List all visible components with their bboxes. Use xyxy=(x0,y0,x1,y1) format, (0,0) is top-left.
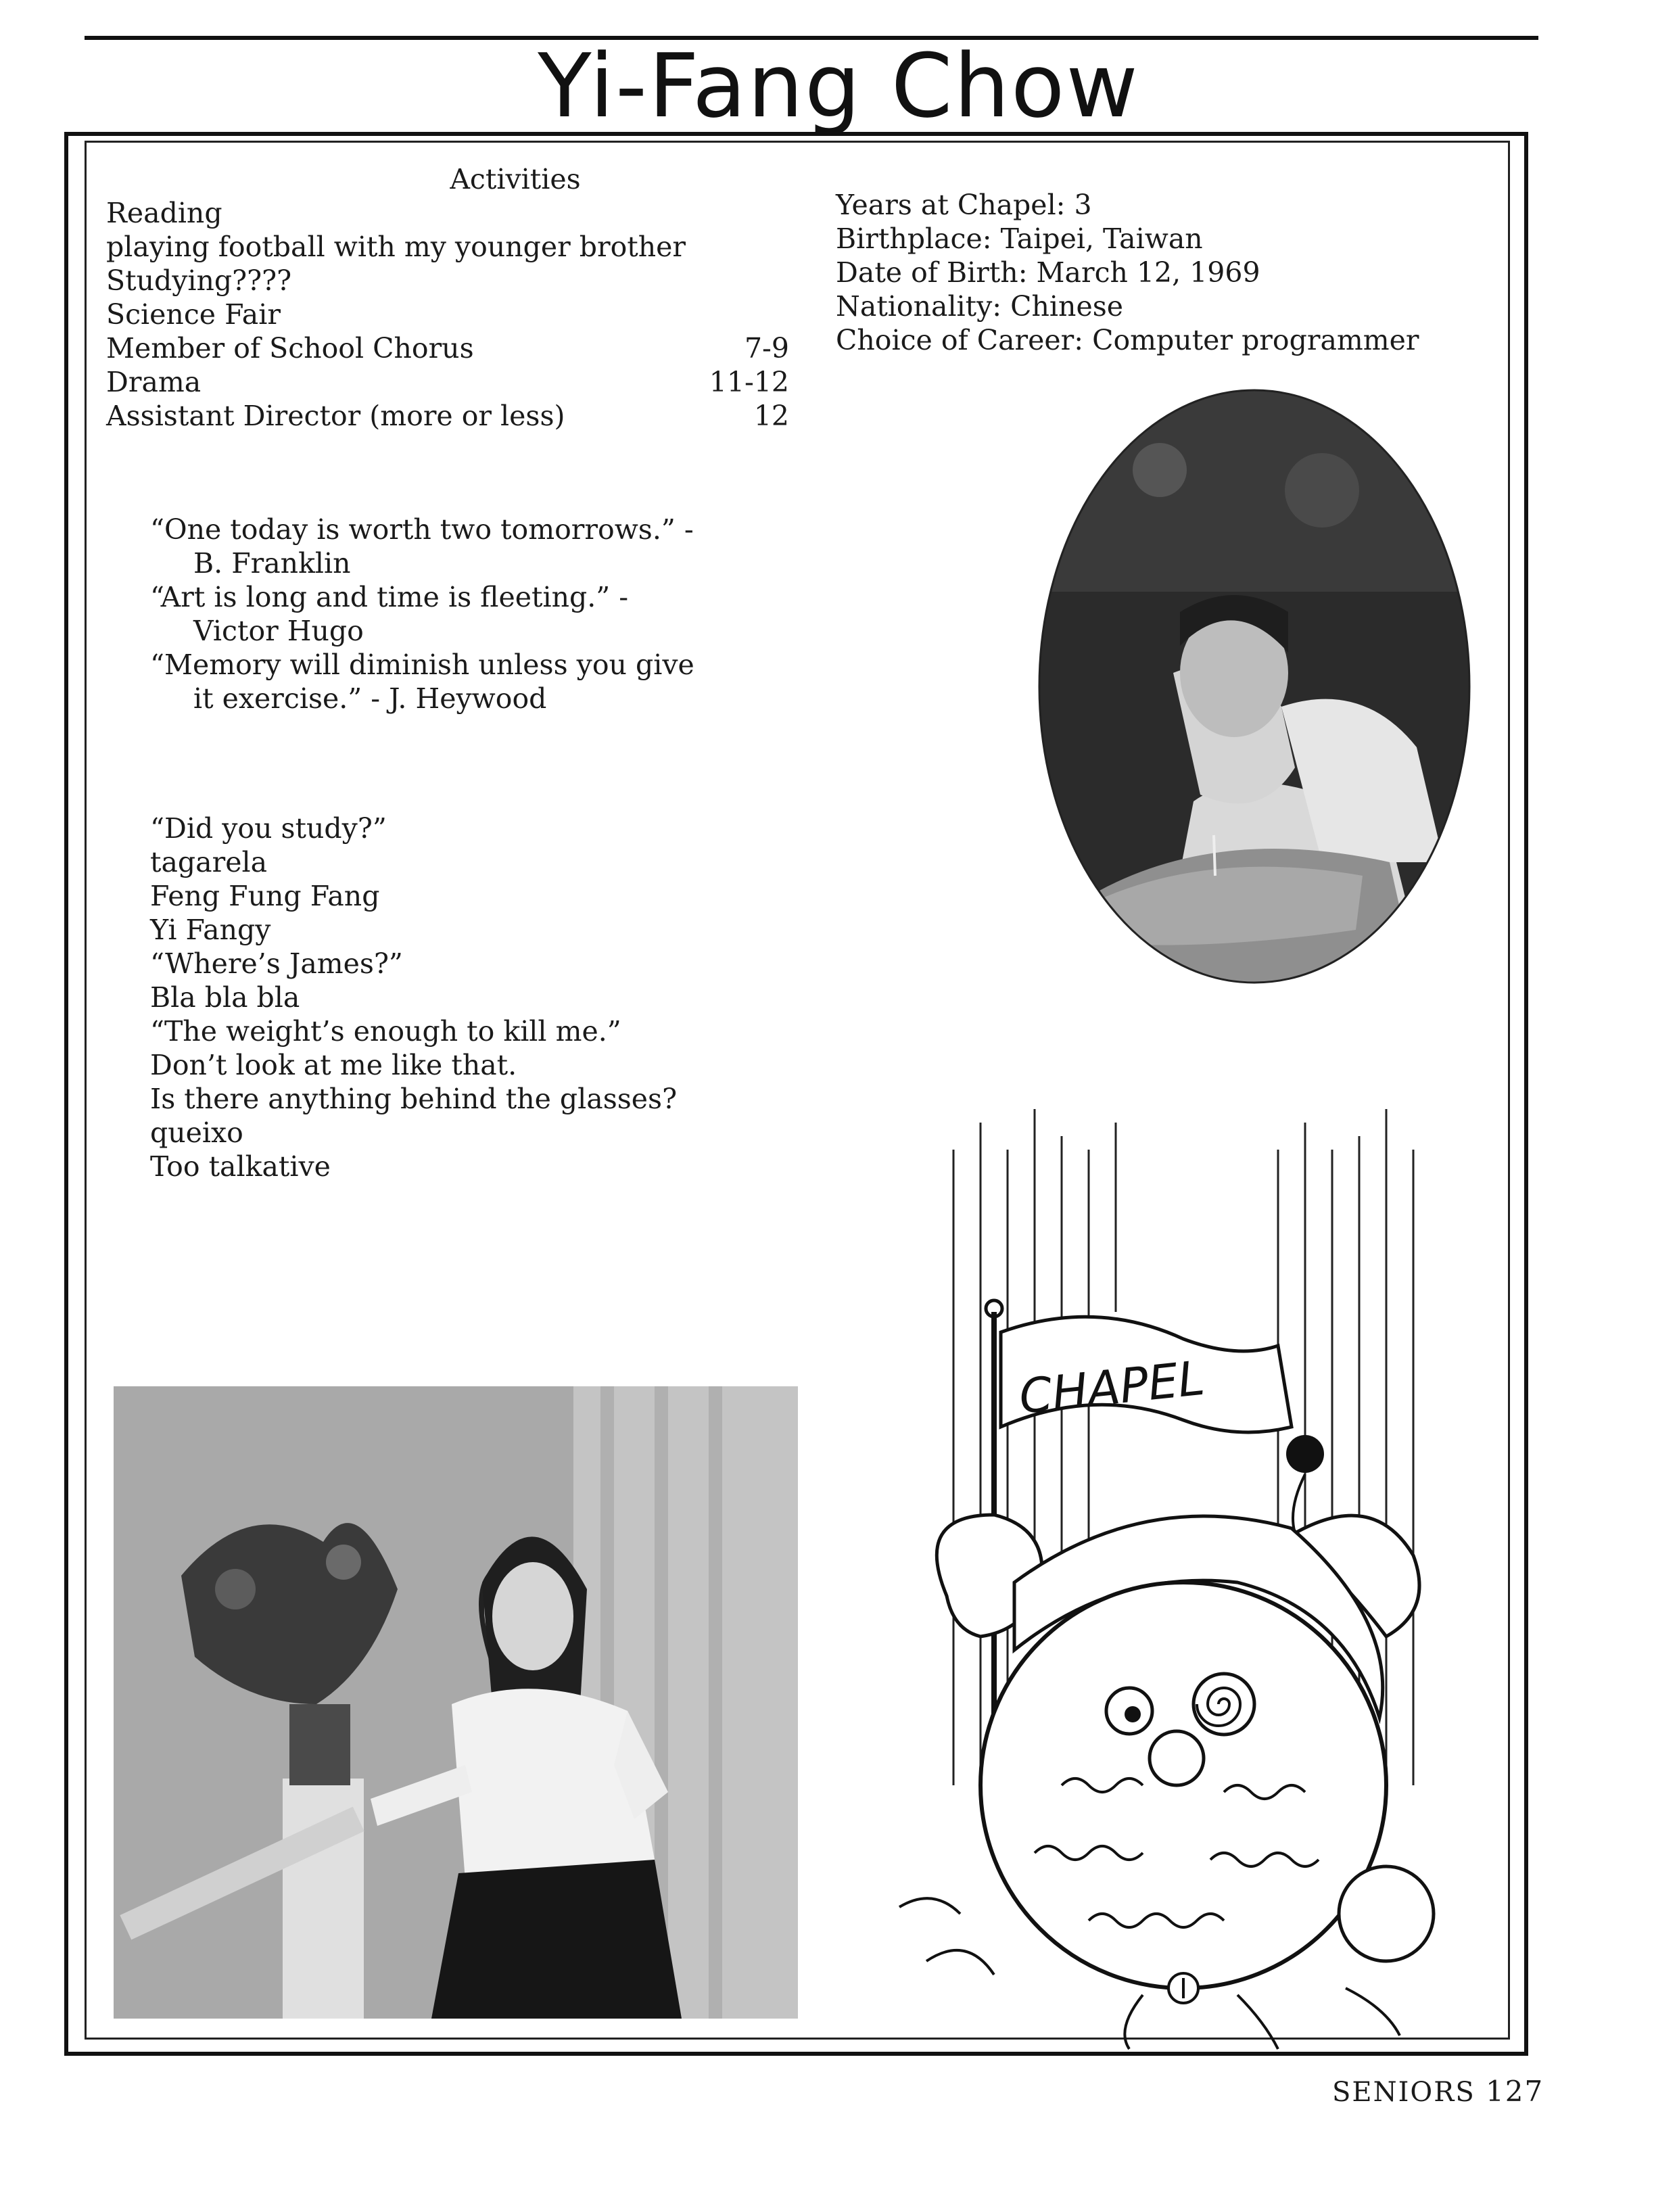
page-title: Yi-Fang Chow xyxy=(538,34,1139,137)
activity-row xyxy=(106,298,789,331)
activity-label: Drama xyxy=(106,366,202,398)
flag-text: CHAPEL xyxy=(1016,1350,1208,1425)
oval-photo xyxy=(1038,389,1471,984)
page-number: 127 xyxy=(1486,2075,1544,2108)
saying: tagarela xyxy=(150,846,268,878)
info-birthplace: Birthplace: Taipei, Taiwan xyxy=(836,222,1203,255)
activity-label: Reading xyxy=(106,197,222,229)
saying: Feng Fung Fang xyxy=(150,880,380,912)
activity-row xyxy=(106,399,789,433)
activity-row xyxy=(106,196,789,230)
activity-label: playing football with my younger brother xyxy=(106,231,686,263)
activity-row xyxy=(106,365,789,399)
activities-heading: Activities xyxy=(450,163,581,195)
info-years-at-chapel: Years at Chapel: 3 xyxy=(836,189,1092,221)
activity-years: 12 xyxy=(753,400,789,432)
standing-photo xyxy=(114,1386,798,2019)
info-nationality: Nationality: Chinese xyxy=(836,290,1124,323)
saying: queixo xyxy=(150,1116,243,1149)
saying: Yi Fangy xyxy=(150,914,271,946)
quote: “Art is long and time is fleeting.” - Victor Hugo xyxy=(150,581,629,647)
saying: Too talkative xyxy=(150,1150,331,1183)
page-footer xyxy=(1332,2075,1544,2108)
activity-label: Assistant Director (more or less) xyxy=(106,400,565,432)
activity-label: Science Fair xyxy=(106,298,281,331)
activity-row xyxy=(106,230,789,264)
section-label: SENIORS xyxy=(1332,2077,1475,2108)
quote: “Memory will diminish unless you give it exercise.” - J. Heywood xyxy=(150,649,694,715)
saying: “Where’s James?” xyxy=(150,947,403,980)
activity-years: 11-12 xyxy=(709,366,789,398)
info-career: Choice of Career: Computer programmer xyxy=(836,324,1419,356)
saying: Is there anything behind the glasses? xyxy=(150,1083,678,1115)
quotes-section xyxy=(150,513,711,715)
personal-info xyxy=(836,188,1419,357)
activity-row xyxy=(106,331,789,365)
saying: “The weight’s enough to kill me.” xyxy=(150,1015,621,1048)
sayings-list xyxy=(150,811,677,1183)
saying: Don’t look at me like that. xyxy=(150,1049,517,1081)
saying: “Did you study?” xyxy=(150,812,387,845)
activities-section xyxy=(106,162,789,433)
saying: Bla bla bla xyxy=(150,981,300,1014)
activity-years: 7-9 xyxy=(744,332,789,364)
activity-label: Studying???? xyxy=(106,264,292,297)
info-date-of-birth: Date of Birth: March 12, 1969 xyxy=(836,256,1260,289)
cartoon-drawing xyxy=(859,1109,1508,2056)
activity-label: Member of School Chorus xyxy=(106,332,474,364)
activity-row xyxy=(106,264,789,298)
quote: “One today is worth two tomorrows.” - B. Franklin xyxy=(150,513,694,580)
